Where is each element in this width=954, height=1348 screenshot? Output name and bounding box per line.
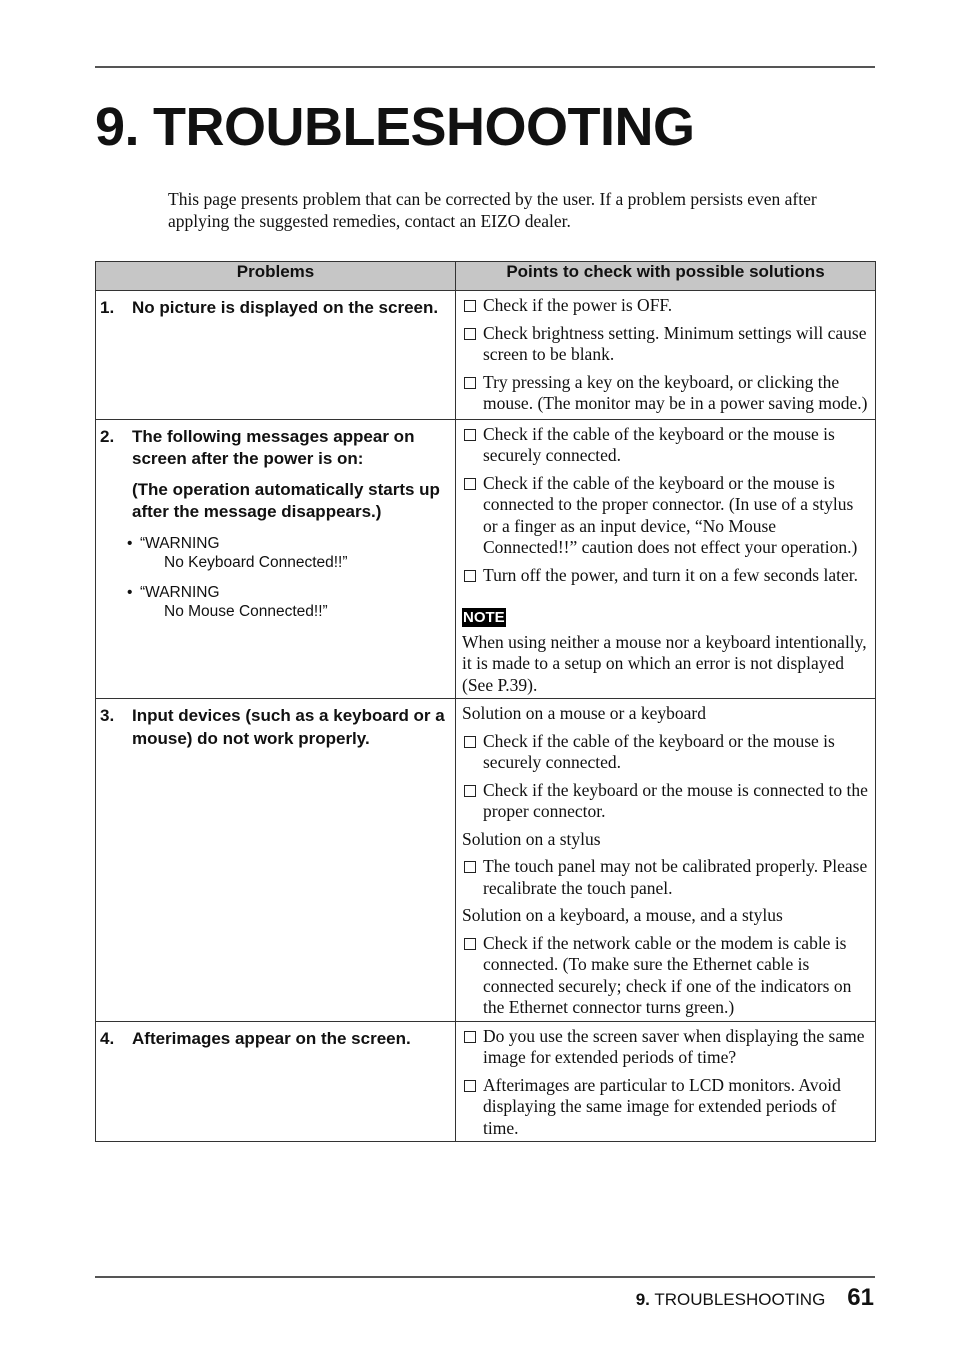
solution-cell (456, 1021, 876, 1142)
checkbox-icon (464, 736, 476, 748)
check-text: Afterimages are particular to LCD monitors. Avoid displaying the same image for extended periods of time. (483, 1074, 841, 1138)
problem-title (100, 705, 451, 750)
solution-group-heading: Solution on a stylus (462, 828, 601, 849)
checkbox-icon (464, 1031, 476, 1043)
problem-text: Input devices (such as a keyboard or a mouse) do not work properly. (132, 706, 445, 748)
problem-title (100, 1028, 451, 1051)
warning-message (127, 583, 451, 622)
problem-number: 3. (100, 706, 115, 725)
checklist-item (462, 856, 871, 899)
check-text: Try pressing a key on the keyboard, or clicking the mouse. (The monitor may be in a power saving mode.) (483, 371, 868, 413)
checklist-item (462, 565, 871, 587)
checkbox-icon (464, 1080, 476, 1092)
checklist-item (462, 1075, 871, 1140)
checklist-item (462, 473, 871, 559)
check-text: Check brightness setting. Minimum settings will cause screen to be blank. (483, 322, 867, 364)
chapter-title: TROUBLESHOOTING (153, 97, 695, 157)
header-solutions: Points to check with possible solutions (456, 262, 876, 291)
top-rule (95, 66, 875, 68)
solution-cell (456, 291, 876, 420)
check-text: Check if the cable of the keyboard or the mouse is securely connected. (483, 730, 835, 772)
problem-title (100, 297, 451, 320)
checkbox-icon (464, 429, 476, 441)
checkbox-icon (464, 478, 476, 490)
table-row (96, 699, 876, 1022)
checkbox-icon (464, 938, 476, 950)
warning-line: “WARNING (140, 583, 220, 601)
warning-message (127, 534, 451, 573)
page-title (95, 95, 695, 160)
checklist-item (462, 323, 871, 366)
solution-cell (456, 699, 876, 1022)
check-text: Do you use the screen saver when displaying the same image for extended periods of time? (483, 1025, 865, 1067)
problem-cell (96, 419, 456, 699)
checkbox-icon (464, 785, 476, 797)
page-number: 61 (847, 1284, 874, 1311)
problem-cell (96, 291, 456, 420)
footer-section-title: TROUBLESHOOTING (654, 1290, 826, 1309)
check-text: Check if the keyboard or the mouse is connected to the proper connector. (483, 779, 868, 821)
table-header-row (96, 262, 876, 291)
checkbox-icon (464, 328, 476, 340)
check-text: Check if the network cable or the modem is cable is connected. (To make sure the Ethernet cable is connected securely; check if one of the indicators on the Ethernet connector turns green.) (483, 932, 852, 1017)
problem-number: 1. (100, 298, 115, 317)
table-row (96, 1021, 876, 1142)
header-problems: Problems (96, 262, 456, 291)
checkbox-icon (464, 570, 476, 582)
warning-line: “WARNING (140, 534, 220, 552)
check-text: Turn off the power, and turn it on a few seconds later. (483, 564, 858, 585)
note-label: NOTE (463, 609, 505, 626)
bullet-icon: • (127, 583, 133, 601)
warning-line: No Mouse Connected!!” (164, 603, 328, 620)
checklist-item (462, 731, 871, 774)
checkbox-icon (464, 300, 476, 312)
problem-number: 4. (100, 1028, 115, 1048)
footer-section-number: 9. (635, 1290, 650, 1309)
footer-section (636, 1290, 826, 1309)
troubleshooting-table (95, 261, 876, 1142)
checklist-item (462, 933, 871, 1019)
checklist-item (462, 295, 871, 317)
table-row (96, 291, 876, 420)
intro-paragraph: This page presents problem that can be corrected by the user. If a problem persists even after applying the suggested remedies, contact an EIZO dealer. (168, 189, 817, 231)
checklist-item (462, 1026, 871, 1069)
problem-cell (96, 1021, 456, 1142)
problem-number: 2. (100, 426, 115, 446)
problem-cell (96, 699, 456, 1022)
problem-text: No picture is displayed on the screen. (132, 298, 439, 317)
bullet-icon: • (127, 534, 133, 552)
check-text: The touch panel may not be calibrated properly. Please recalibrate the touch panel. (483, 856, 868, 898)
bottom-rule (95, 1276, 875, 1278)
solution-cell (456, 419, 876, 699)
checklist-item (462, 372, 871, 415)
check-text: Check if the cable of the keyboard or the mouse is connected to the proper connector. (In use of a stylus or a finger as an input device, “No Mouse Connected!!” caution does not effect your operation.) (483, 472, 858, 557)
note-text: When using neither a mouse nor a keyboard intentionally, it is made to a setup on which an error is not displayed (See P.39). (462, 631, 867, 695)
checklist-item (462, 780, 871, 823)
table-row (96, 419, 876, 699)
warning-line: No Keyboard Connected!!” (164, 554, 348, 571)
problem-text: The following messages appear on screen after the power is on: (132, 426, 415, 468)
checklist-item (462, 424, 871, 467)
problem-subtext: (The operation automatically starts up after the message disappears.) (132, 479, 440, 521)
checkbox-icon (464, 861, 476, 873)
check-text: Check if the cable of the keyboard or the mouse is securely connected. (483, 423, 835, 465)
checkbox-icon (464, 377, 476, 389)
problem-title (100, 426, 451, 471)
page-footer (636, 1284, 874, 1312)
solution-group-heading: Solution on a keyboard, a mouse, and a stylus (462, 905, 783, 925)
check-text: Check if the power is OFF. (483, 295, 673, 315)
chapter-number: 9. (95, 97, 140, 157)
problem-text: Afterimages appear on the screen. (132, 1028, 411, 1048)
solution-group-heading: Solution on a mouse or a keyboard (462, 703, 706, 723)
